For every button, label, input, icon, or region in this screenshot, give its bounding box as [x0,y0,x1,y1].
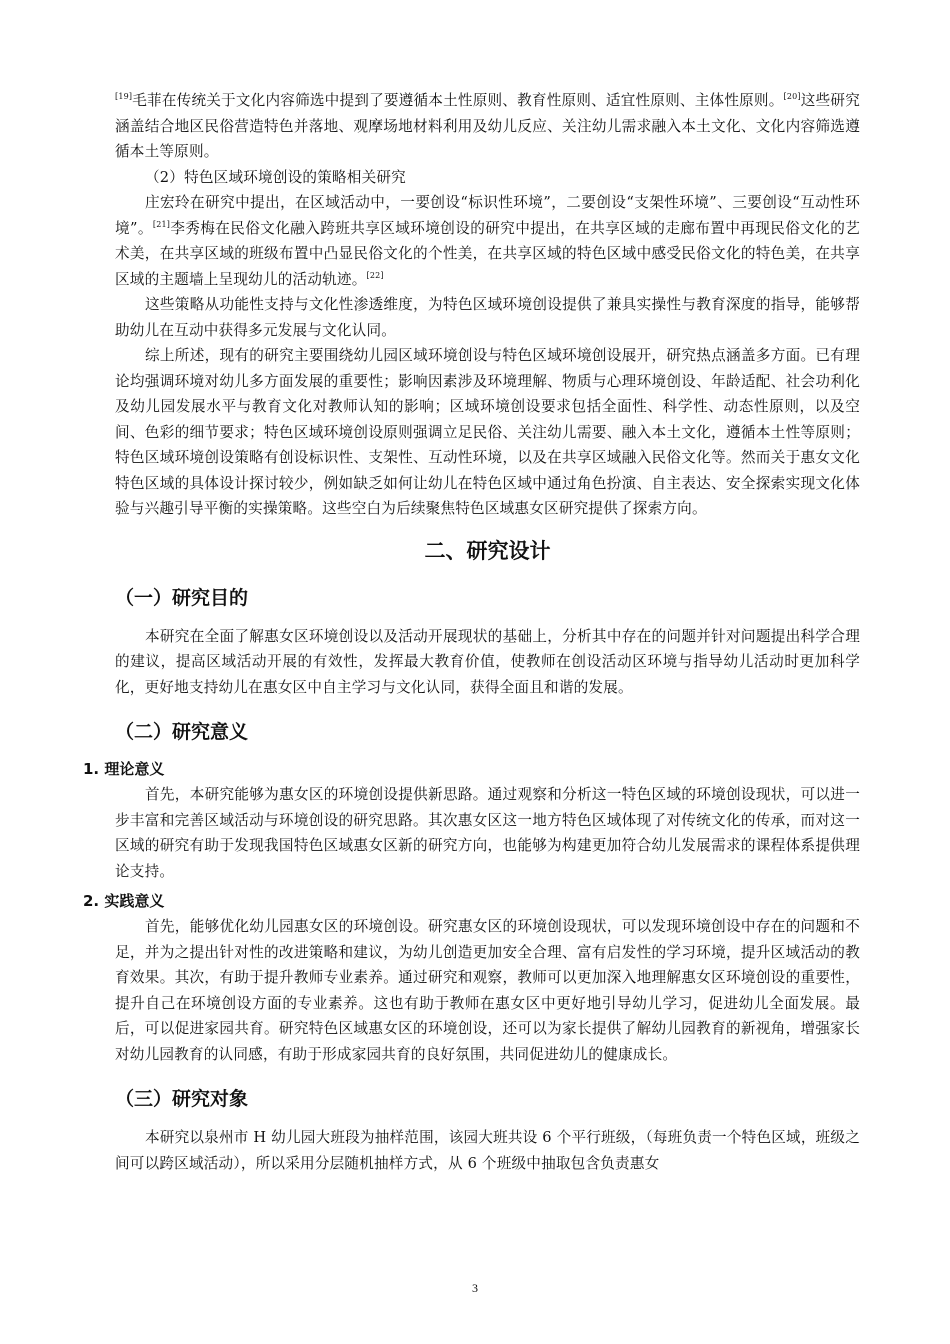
section-title-subjects: （三）研究对象 [115,1088,249,1110]
subheading-strategy-research: （2）特色区域环境创设的策略相关研究 [145,168,406,186]
section-title-significance: （二）研究意义 [115,721,249,743]
paragraph-subjects: 本研究以泉州市 H 幼儿园大班段为抽样范围，该园大班共设 6 个平行班级，（每班负责一个特色区域，班级之间可以跨区域活动），所以采用分层随机抽样方式，从 6 个班级中抽取包含负责惠女 [115,1129,860,1172]
section-title-purpose: （一）研究目的 [115,586,249,609]
paragraph-strategy [115,190,860,292]
paragraph-strategy-summary: 这些策略从功能性支持与文化性渗透维度，为特色区域环境创设提供了兼具实操性与教育深度的指导，能够帮助幼儿在互动中获得多元发展与文化认同。 [115,296,860,339]
page-body [83,88,860,1176]
paragraph-practice: 首先，能够优化幼儿园惠女区的环境创设。研究惠女区的环境创设现状，可以发现环境创设中存在的问题和不足，并为之提出针对性的改进策略和建议，为幼儿创造更加安全合理、富有启发性的学习环境，提升区域活动的教育效果。其次，有助于提升教师专业素养。通过研究和观察，教师可以更加深入地理解惠女区环境创设的重要性，提升自己在环境创设方面的专业素养。这也有助于教师在惠女区中更好地引导幼儿学习，促进幼儿全面发展。最后，可以促进家园共育。研究特色区域惠女区的环境创设，还可以为家长提供了解幼儿园教育的新视角，增强家长对幼儿园教育的认同感，有助于形成家园共育的良好氛围，共同促进幼儿的健康成长。 [115,918,860,1063]
page-number: 3 [472,1281,478,1295]
paragraph-strategy-text-a: 庄宏玲在研究中提出，在区域活动中，一要创设“标识性环境”，二要创设“支架性环境”、三要创设“互动性环境”。 [115,194,860,237]
paragraph-principles-text-a: 毛菲在传统关于文化内容筛选中提到了要遵循本土性原则、教育性原则、适宜性原则、主体性原则。 [132,92,784,109]
paragraph-conclusion: 综上所述，现有的研究主要围绕幼儿园区域环境创设与特色区域环境创设展开，研究热点涵盖多方面。已有理论均强调环境对幼儿多方面发展的重要性；影响因素涉及环境理解、物质与心理环境创设、年龄适配、社会功利化及幼儿园发展水平与教育文化对教师认知的影响；区域环境创设要求包括全面性、科学性、动态性原则，以及空间、色彩的细节要求；特色区域环境创设原则强调立足民俗、关注幼儿需要、融入本土文化，遵循本土性等原则；特色区域环境创设策略有创设标识性、支架性、互动性环境，以及在共享区域融入民俗文化等。然而关于惠女文化特色区域的具体设计探讨较少，例如缺乏如何让幼儿在特色区域中通过角色扮演、自主表达、安全探索实现文化体验与兴趣引导平衡的实操策略。这些空白为后续聚焦特色区域惠女区研究提供了探索方向。 [115,347,860,517]
citation-20: [20] [783,92,801,102]
chapter-title: 二、研究设计 [424,538,551,563]
paragraph-purpose: 本研究在全面了解惠女区环境创设以及活动开展现状的基础上，分析其中存在的问题并针对问题提出科学合理的建议，提高区域活动开展的有效性，发挥最大教育价值，使教师在创设活动区环境与指导幼儿活动时更加科学化，更好地支持幼儿在惠女区中自主学习与文化认同，获得全面且和谐的发展。 [115,627,860,696]
citation-21: [21] [152,219,171,229]
paragraph-theory: 首先，本研究能够为惠女区的环境创设提供新思路。通过观察和分析这一特色区域的环境创设现状，可以进一步丰富和完善区域活动与环境创设的研究思路。其次惠女区这一地方特色区域体现了对传统文化的传承，而对这一区域的研究有助于发现我国特色区域惠女区新的研究方向，也能够为构建更加符合幼儿发展需求的课程体系提供理论支持。 [115,786,860,880]
citation-22: [22] [366,270,384,280]
paragraph-principles [115,88,860,165]
subsection-title-practice: 2. 实践意义 [83,892,165,910]
subsection-title-theory: 1. 理论意义 [83,760,165,778]
paragraph-principles-text-b: 这些研究涵盖结合地区民俗营造特色并落地、观摩场地材料利用及幼儿反应、关注幼儿需求融入本土文化、文化内容筛选遵循本土等原则。 [115,92,860,160]
paragraph-strategy-text-b: 李秀梅在民俗文化融入跨班共享区域环境创设的研究中提出，在共享区域的走廊布置中再现民俗文化的艺术美，在共享区域的班级布置中凸显民俗文化的个性美，在共享区域的特色区域中感受民俗文化的特色美，在共享区域的主题墙上呈现幼儿的活动轨迹。 [115,219,860,288]
citation-19: [19] [115,92,133,102]
